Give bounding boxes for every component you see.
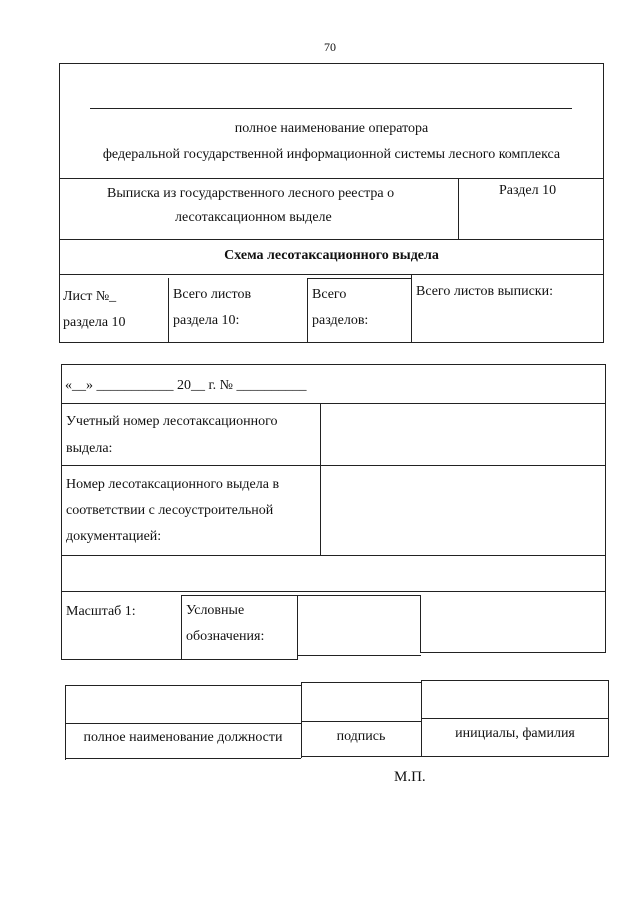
total-sections-1: Всего <box>312 287 347 302</box>
account-no-1: Учетный номер лесотаксационного <box>66 414 278 429</box>
extract-title-2: лесотаксационном выделе <box>175 210 332 225</box>
total-sheets-2: раздела 10: <box>173 313 240 328</box>
section-number-1: Номер лесотаксационного выдела в <box>66 477 280 492</box>
name-caption: инициалы, фамилия <box>455 726 575 741</box>
scheme-title: Схема лесотаксационного выдела <box>224 248 439 263</box>
operator-name-line <box>90 108 572 109</box>
total-sheets-extract: Всего листов выписки: <box>416 284 553 299</box>
section-number-3: документацией: <box>66 529 162 544</box>
position-caption: полное наименование должности <box>83 730 283 745</box>
operator-caption-1: полное наименование оператора <box>234 121 429 136</box>
sheet-no-1: Лист №_ <box>63 289 117 304</box>
date-number-line: «__» ___________ 20__ г. № __________ <box>65 378 307 393</box>
section-number-2: соответствии с лесоустроительной <box>66 503 274 518</box>
operator-caption-2: федеральной государственной информационной системы лесного комплекса <box>102 147 561 162</box>
legend-label-1: Условные <box>186 603 245 618</box>
total-sheets-1: Всего листов <box>173 287 252 302</box>
total-sections-2: разделов: <box>312 313 369 328</box>
stamp-place: М.П. <box>394 769 426 785</box>
account-no-2: выдела: <box>66 441 113 456</box>
signature-caption: подпись <box>336 729 386 744</box>
page-number: 70 <box>324 40 336 54</box>
scale-label: Масштаб 1: <box>66 604 136 619</box>
section-label: Раздел 10 <box>499 183 557 198</box>
legend-label-2: обозначения: <box>186 629 265 644</box>
extract-title-1: Выписка из государственного лесного реестра о <box>107 186 395 201</box>
sheet-no-2: раздела 10 <box>63 315 126 330</box>
